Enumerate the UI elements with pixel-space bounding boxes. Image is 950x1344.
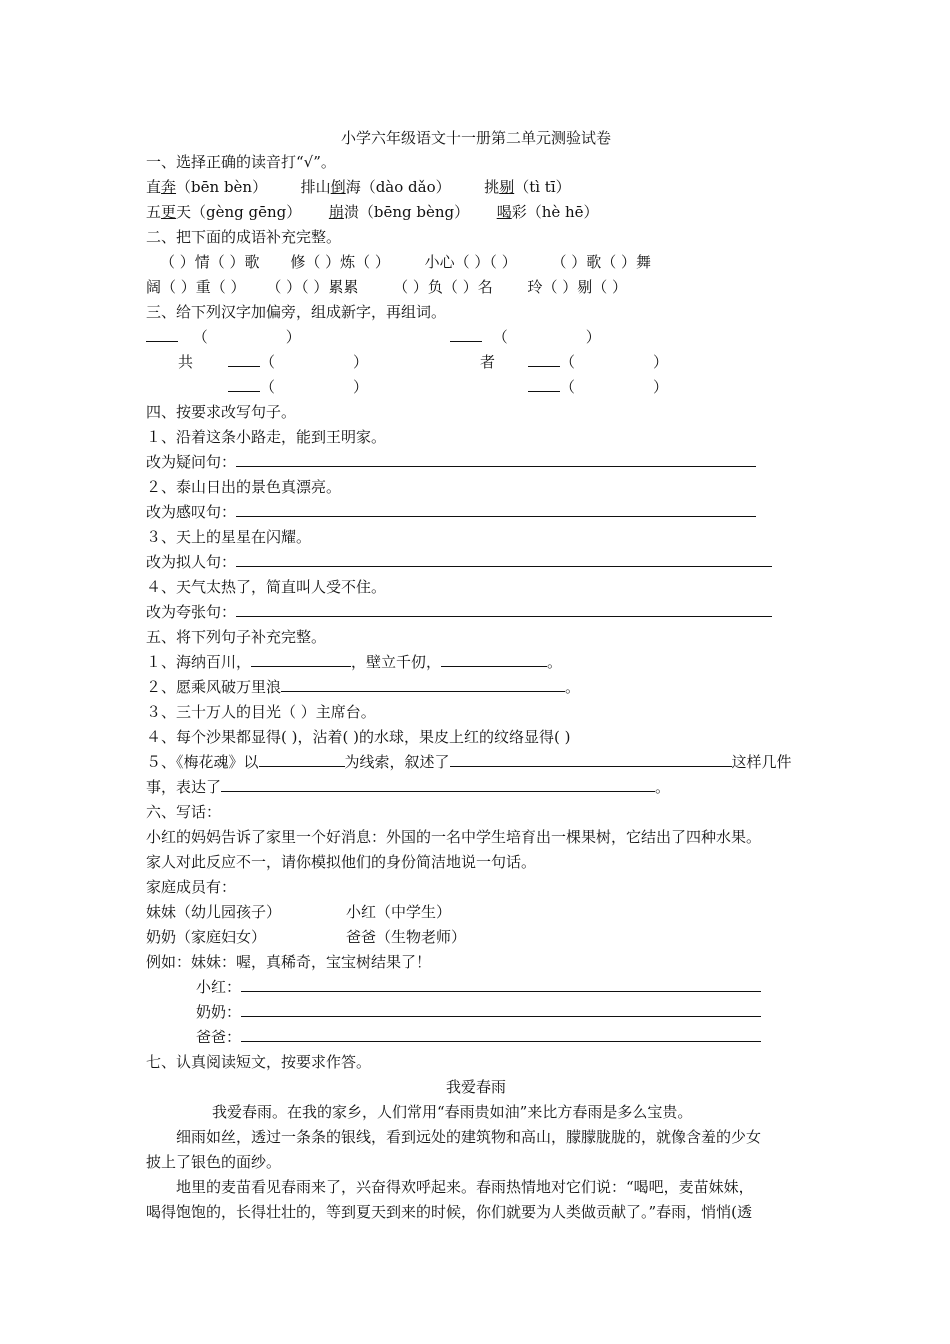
completion-line-5: ５、《梅花魂》以 为线索，叙述了 这样几件: [146, 753, 792, 771]
completion-line-6: 事，表达了 。: [146, 778, 671, 796]
rewrite-question: ４、天气太热了，简直叫人受不住。: [146, 578, 387, 596]
response-line: 奶奶：: [196, 1002, 761, 1022]
answer-blank[interactable]: [241, 1002, 761, 1017]
idiom-item: 小心（ ）（ ）: [424, 253, 517, 271]
answer-blank[interactable]: [236, 552, 772, 567]
idiom-row-2: [146, 277, 627, 297]
rewrite-question: ３、天上的星星在闪耀。: [146, 528, 312, 546]
family-member: 妹妹（幼儿园孩子）: [146, 903, 282, 921]
radical-row-3b: （ ）: [528, 377, 668, 397]
rewrite-question: １、沿着这条小路走，能到王明家。: [146, 428, 387, 446]
essay-paragraph: 地里的麦苗看见春雨来了，兴奋得欢呼起来。春雨热情地对它们说：“喝吧，麦苗妹妹，: [176, 1178, 754, 1196]
writing-example: 例如：妹妹：喔，真稀奇，宝宝树结果了！: [146, 953, 432, 971]
answer-blank[interactable]: [281, 677, 565, 692]
pinyin-item: 五更天（gèng gēng）: [146, 203, 302, 221]
answer-blank[interactable]: [236, 452, 756, 467]
section-1-heading: 一、选择正确的读音打“√”。: [146, 153, 336, 171]
answer-blank[interactable]: [221, 777, 655, 792]
family-member: 奶奶（家庭妇女）: [146, 928, 267, 946]
radical-row-1: （ ）: [146, 327, 301, 347]
pinyin-row-1: [146, 177, 571, 197]
radical-row-3: （ ）: [228, 377, 368, 397]
section-5-heading: 五、将下列句子补充完整。: [146, 628, 327, 646]
answer-blank[interactable]: [450, 327, 482, 342]
essay-paragraph: 披上了银色的面纱。: [146, 1153, 282, 1171]
section-4-heading: 四、按要求改写句子。: [146, 403, 297, 421]
completion-line-1: １、海纳百川， ，壁立千仞， 。: [146, 653, 563, 671]
answer-blank[interactable]: [441, 652, 547, 667]
answer-blank[interactable]: [241, 977, 761, 992]
idiom-item: （ ）情（ ）歌: [160, 253, 260, 271]
family-member: 爸爸（生物老师）: [346, 928, 467, 946]
rewrite-answer-line: 改为夸张句：: [146, 602, 772, 622]
radical-char-2: 者: [480, 353, 496, 371]
section-7-heading: 七、认真阅读短文，按要求作答。: [146, 1053, 372, 1071]
answer-blank[interactable]: [259, 752, 345, 767]
response-line: 爸爸：: [196, 1027, 761, 1047]
radical-char-1: 共: [178, 353, 194, 371]
answer-blank[interactable]: [450, 752, 732, 767]
writing-prompt: 家人对此反应不一，请你模拟他们的身份简洁地说一句话。: [146, 853, 537, 871]
answer-blank[interactable]: [236, 602, 772, 617]
pinyin-item: 直奔（bēn bèn）: [146, 178, 268, 196]
rewrite-answer-line: 改为感叹句：: [146, 502, 756, 522]
page-title: 小学六年级语文十一册第二单元测验试卷: [340, 129, 611, 147]
answer-blank[interactable]: [228, 377, 260, 392]
answer-blank[interactable]: [251, 652, 351, 667]
rewrite-question: ２、泰山日出的景色真漂亮。: [146, 478, 342, 496]
rewrite-answer-line: 改为拟人句：: [146, 552, 772, 572]
section-6-heading: 六、写话：: [146, 803, 222, 821]
idiom-item: 修（ ）炼（ ）: [290, 253, 390, 271]
idiom-item: （ ）（ ）累累: [266, 278, 359, 296]
completion-line-2: ２、愿乘风破万里浪 。: [146, 678, 581, 696]
idiom-item: 阔（ ）重（ ）: [146, 278, 246, 296]
family-member: 小红（中学生）: [346, 903, 452, 921]
essay-paragraph: 喝得饱饱的，长得壮壮的，等到夏天到来的时候，你们就要为人类做贡献了。”春雨，悄悄(透: [146, 1203, 753, 1221]
idiom-item: （ ）负（ ）名: [393, 278, 493, 296]
essay-title: 我爱春雨: [445, 1078, 506, 1096]
answer-blank[interactable]: [528, 352, 560, 367]
radical-row-1b: （ ）: [450, 327, 601, 347]
essay-paragraph: 我爱春雨。在我的家乡，人们常用“春雨贵如油”来比方春雨是多么宝贵。: [212, 1103, 693, 1121]
pinyin-item: 排山倒海（dào dǎo）: [300, 178, 451, 196]
answer-blank[interactable]: [228, 352, 260, 367]
radical-row-2b: （ ）: [528, 352, 668, 372]
response-line: 小红：: [196, 977, 761, 997]
pinyin-row-2: [146, 202, 599, 222]
idiom-item: 玲（ ）剔（ ）: [527, 278, 628, 296]
radical-row-2: （ ）: [228, 352, 368, 372]
answer-blank[interactable]: [528, 377, 560, 392]
pinyin-item: 挑剔（tì tī）: [484, 178, 571, 196]
idiom-item: （ ）歌（ ）舞: [551, 253, 652, 271]
idiom-row-1: [160, 252, 651, 272]
section-2-heading: 二、把下面的成语补充完整。: [146, 228, 342, 246]
answer-blank[interactable]: [236, 502, 756, 517]
members-label: 家庭成员有：: [146, 878, 237, 896]
writing-prompt: 小红的妈妈告诉了家里一个好消息：外国的一名中学生培育出一棵果树，它结出了四种水果。: [146, 828, 762, 846]
rewrite-answer-line: 改为疑问句：: [146, 452, 756, 472]
completion-line-3: ３、三十万人的目光（ ）主席台。: [146, 703, 376, 721]
completion-line-4: ４、每个沙果都显得( )，沾着( )的水球，果皮上红的纹络显得( ): [146, 728, 571, 746]
answer-blank[interactable]: [241, 1027, 761, 1042]
section-3-heading: 三、给下列汉字加偏旁，组成新字，再组词。: [146, 303, 447, 321]
answer-blank[interactable]: [146, 327, 178, 342]
essay-paragraph: 细雨如丝，透过一条条的银线，看到远处的建筑物和高山，朦朦胧胧的，就像含羞的少女: [176, 1128, 762, 1146]
pinyin-item: 崩溃（bēng bèng）: [328, 203, 470, 221]
pinyin-item: 喝彩（hè hē）: [496, 203, 599, 221]
